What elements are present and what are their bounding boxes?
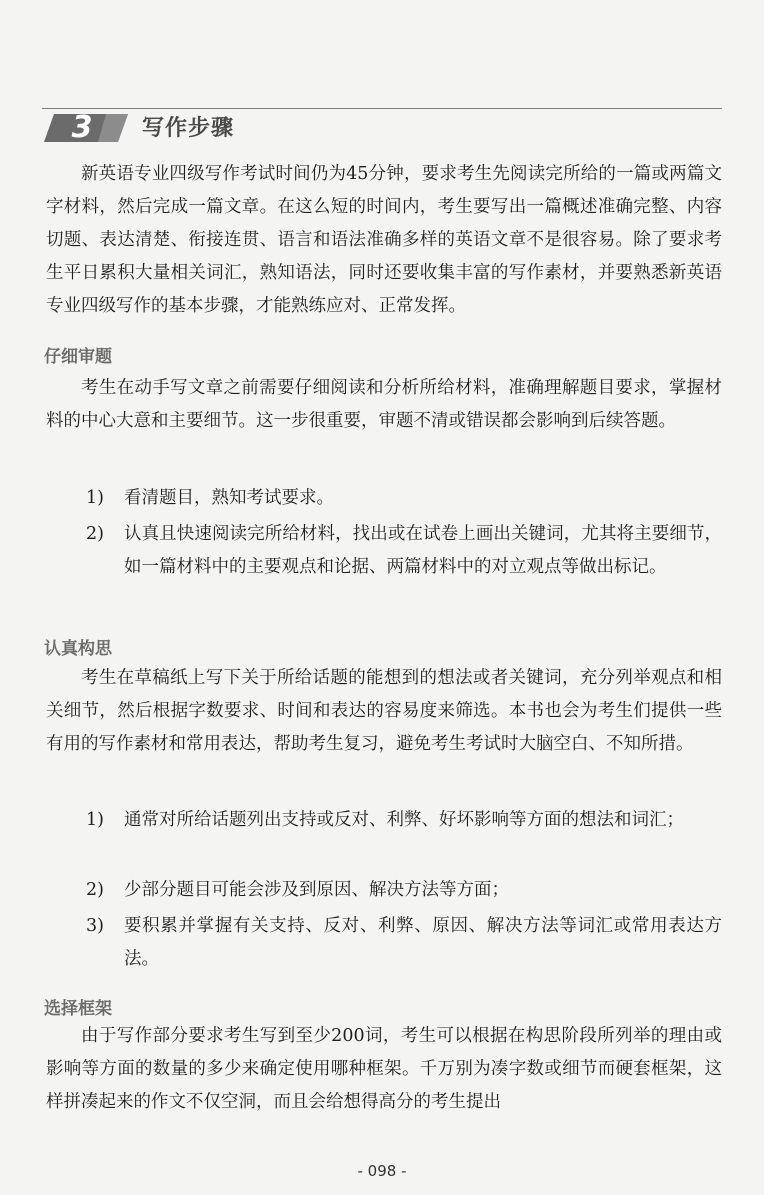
list-item [86, 804, 722, 837]
list-item-number: 2) [86, 880, 104, 900]
page-number: - 098 - [357, 1162, 407, 1180]
step-heading-plan: 认真构思 [44, 639, 112, 659]
section-number: 3 [71, 110, 93, 145]
list-item-text: 认真且快速阅读完所给材料，找出或在试卷上画出关键词，尤其将主要细节，如一篇材料中的主要观点和论据、两篇材料中的对立观点等做出标记。 [124, 524, 722, 577]
section-number-badge [44, 112, 128, 144]
section-title: 写作步骤 [142, 116, 235, 141]
list-item-number: 3) [86, 916, 104, 936]
step-review-paragraph: 考生在动手写文章之前需要仔细阅读和分析所给材料，准确理解题目要求，掌握材料的中心大意和主要细节。这一步很重要，审题不清或错误都会影响到后续答题。 [46, 378, 722, 431]
intro-paragraph: 新英语专业四级写作考试时间仍为45分钟，要求考生先阅读完所给的一篇或两篇文字材料，然后完成一篇文章。在这么短的时间内，考生要写出一篇概述准确完整、内容切题、表达清楚、衔接连贯、语言和语法准确多样的英语文章不是很容易。除了要求考生平日累积大量相关词汇，熟知语法，同时还要收集丰富的写作素材，并要熟悉新英语专业四级写作的基本步骤，才能熟练应对、正常发挥。 [46, 164, 722, 316]
list-item [86, 482, 722, 515]
list-item [86, 874, 722, 907]
list-item-text: 要积累并掌握有关支持、反对、利弊、原因、解决方法等词汇或常用表达方法。 [124, 916, 722, 969]
list-item-number: 1) [86, 488, 104, 508]
list-item [86, 910, 722, 976]
step-plan-paragraph: 考生在草稿纸上写下关于所给话题的能想到的想法或者关键词，充分列举观点和相关细节，然后根据字数要求、时间和表达的容易度来筛选。本书也会为考生们提供一些有用的写作素材和常用表达，帮助考生复习，避免考生考试时大脑空白、不知所措。 [46, 668, 722, 754]
list-item-text: 通常对所给话题列出支持或反对、利弊、好坏影响等方面的想法和词汇； [124, 810, 684, 830]
step-framework-paragraph: 由于写作部分要求考生写到至少200词，考生可以根据在构思阶段所列举的理由或影响等方面的数量的多少来确定使用哪种框架。千万别为凑字数或细节而硬套框架，这样拼凑起来的作文不仅空洞，而且会给想得高分的考生提出 [46, 1026, 722, 1112]
list-item-text: 少部分题目可能会涉及到原因、解决方法等方面； [124, 880, 509, 900]
list-item-number: 1) [86, 810, 104, 830]
step-heading-review: 仔细审题 [44, 347, 112, 367]
list-item [86, 518, 722, 584]
list-item-number: 2) [86, 524, 104, 544]
list-item-text: 看清题目，熟知考试要求。 [124, 488, 334, 508]
section-header [44, 112, 724, 146]
step-heading-framework: 选择框架 [44, 999, 112, 1019]
header-rule [42, 108, 722, 109]
